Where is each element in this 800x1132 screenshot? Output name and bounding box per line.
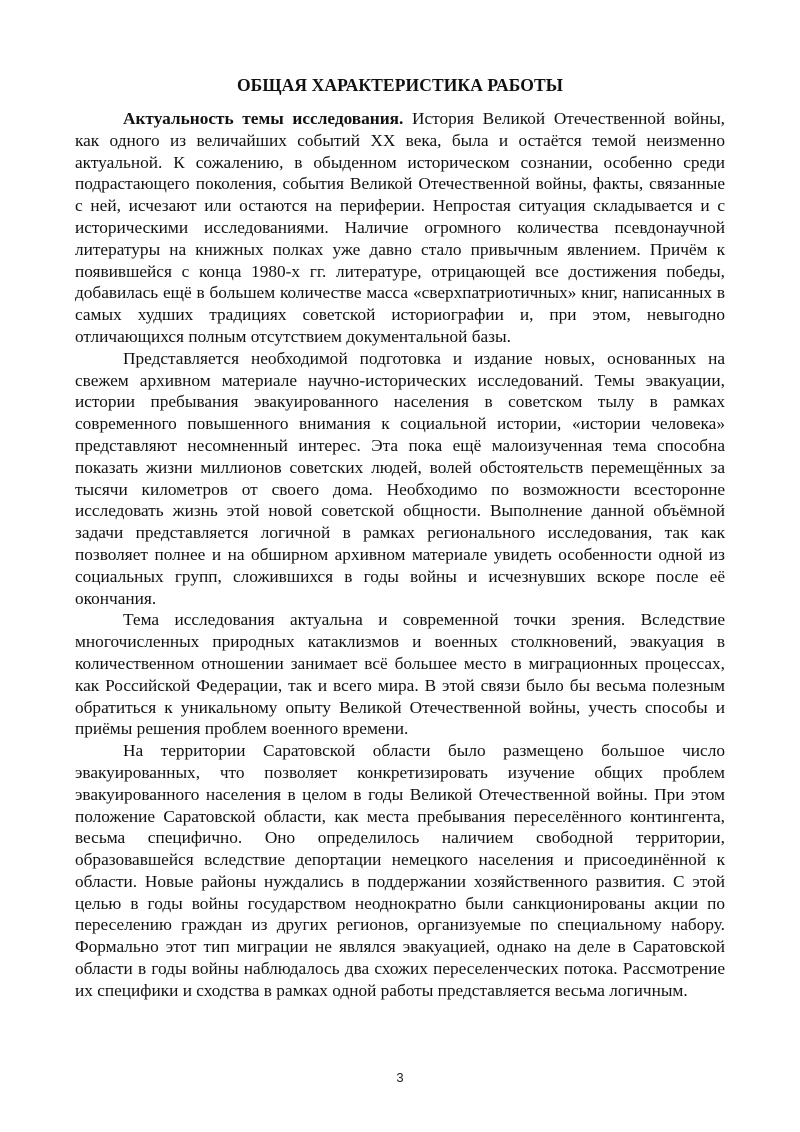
paragraph-lead-heading: Актуальность темы исследования. xyxy=(123,109,404,128)
document-page xyxy=(75,75,725,1002)
paragraph-modern-relevance: Тема исследования актуальна и современной точки зрения. Вследствие многочисленных природных катаклизмов и военных столкновений, эвакуация в количественном отношении занимает всё большее место в миграционных процессах, как Российской Федерации, так и всего мира. В этой связи было бы весьма полезным обратиться к уникальному опыту Великой Отечественной войны, учесть способы и приёмы решения проблем военного времени. xyxy=(75,610,725,739)
paragraph-saratov-region: На территории Саратовской области было размещено большое число эвакуированных, что позволяет конкретизировать изучение общих проблем эвакуированного населения в целом в годы Великой Отечественной войны. При этом положение Саратовской области, как места пребывания переселённого контингента, весьма специфично. Оно определилось наличием свободной территории, образовавшейся вследствие депортации немецкого населения и присоединённой к области. Новые районы нуждались в поддержании хозяйственного развития. С этой целью в годы войны государством неоднократно были санкционированы акции по переселению граждан из других регионов, организуемые по специальному набору. Формально этот тип миграции не являлся эвакуацией, однако на деле в Саратовской области в годы войны наблюдалось два схожих переселенческих потока. Рассмотрение их специфики и сходства в рамках одной работы представляется весьма логичным. xyxy=(75,741,725,1000)
page-number: 3 xyxy=(396,1070,404,1085)
paragraph-text: История Великой Отечественной войны, как одного из величайших событий XX века, была и остаётся темой неизменно актуальной. К сожалению, в обыденном историческом сознании, особенно среди подрастающего поколения, события Великой Отечественной войны, факты, связанные с ней, исчезают или остаются на периферии. Непростая ситуация складывается и с историческими исследованиями. Наличие огромного количества псевдонаучной литературы на книжных полках уже давно стало привычным явлением. Причём к появившейся с конца 1980-х гг. литературе, отрицающей все достижения победы, добавилась ещё в большем количестве масса «сверхпатриотичных» книг, написанных в самых худших традициях советской историографии и, при этом, невыгодно отличающихся полным отсутствием документальной базы. xyxy=(75,109,726,346)
paragraph-archival-research: Представляется необходимой подготовка и издание новых, основанных на свежем архивном материале научно-исторических исследований. Темы эвакуации, истории пребывания эвакуированного населения в советском тылу в рамках современного повышенного внимания к социальной истории, «истории человека» представляют несомненный интерес. Эта пока ещё малоизученная тема способна показать жизни миллионов советских людей, волей обстоятельств перемещённых за тысячи километров от своего дома. Необходимо по возможности всесторонне исследовать жизнь этой новой советской общности. Выполнение данной объёмной задачи представляется логичной в рамках регионального исследования, так как позволяет полнее и на обширном архивном материале увидеть особенности одной из социальных групп, сложившихся в годы войны и исчезнувших вскоре после её окончания. xyxy=(75,348,725,608)
paragraph-relevance xyxy=(75,108,725,348)
section-title: ОБЩАЯ ХАРАКТЕРИСТИКА РАБОТЫ xyxy=(236,75,564,95)
